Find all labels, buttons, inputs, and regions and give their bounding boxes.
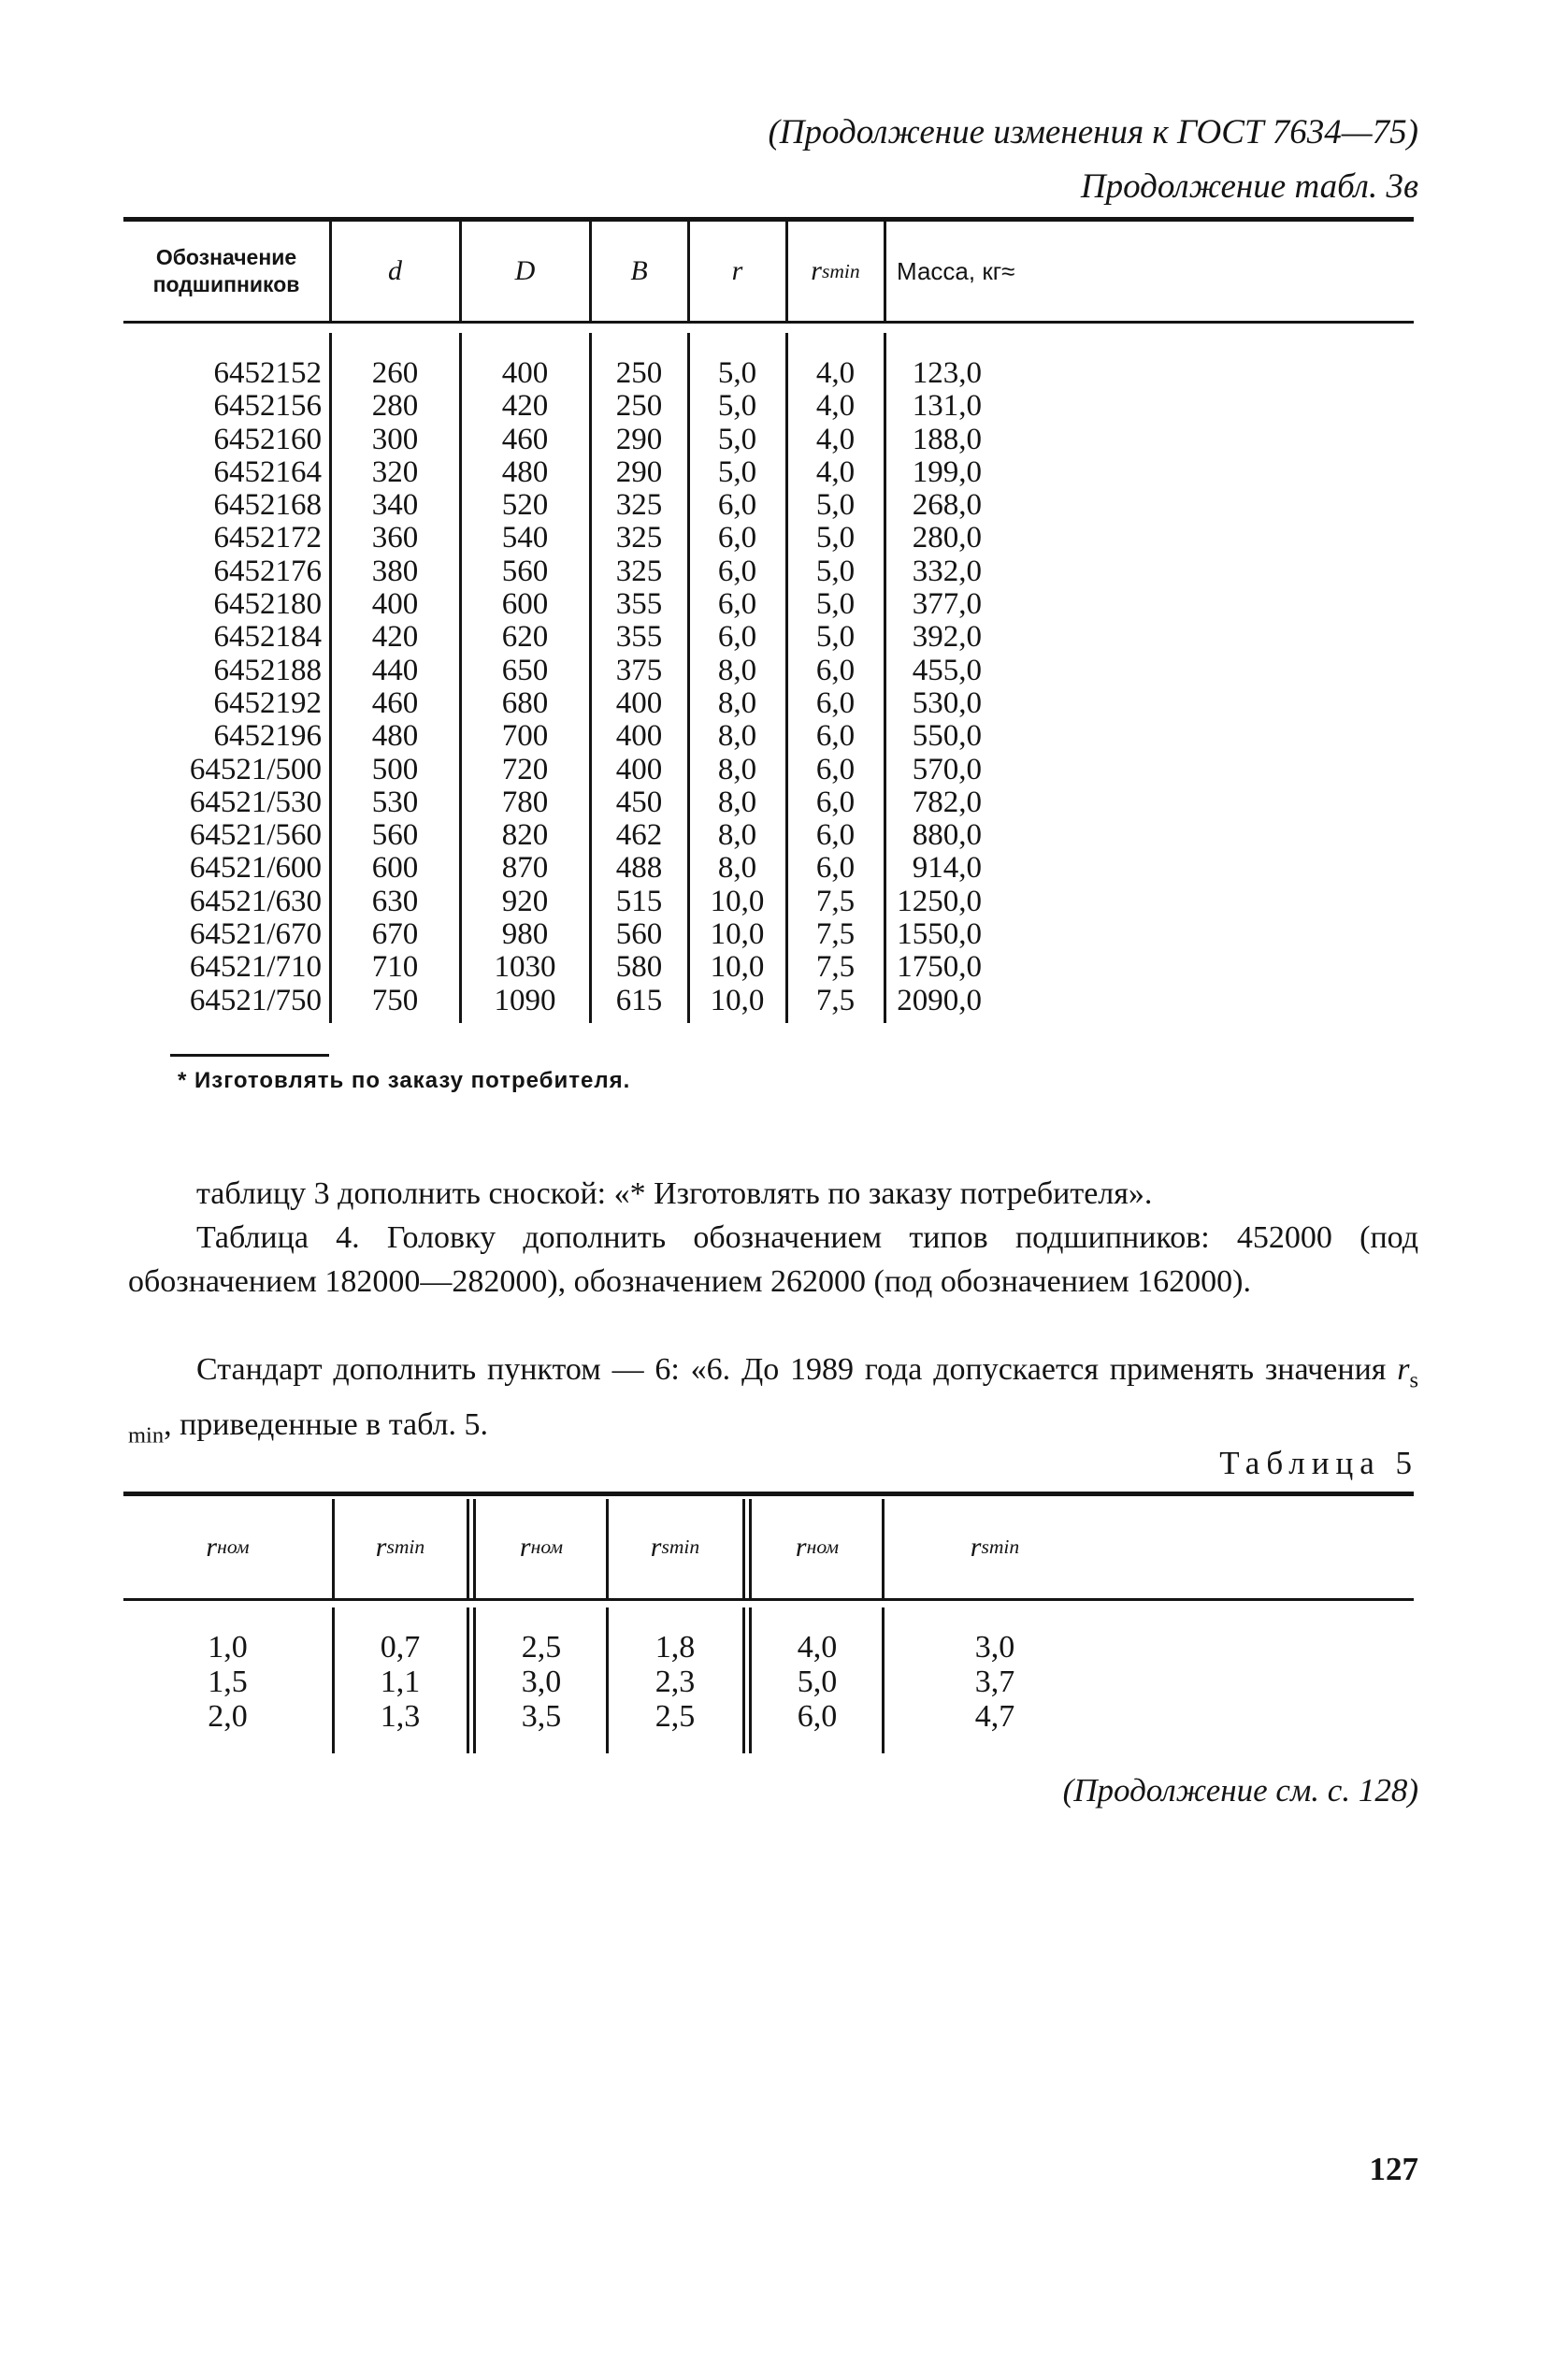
column-divider	[606, 1499, 609, 1598]
table-cell: 560	[371, 818, 419, 853]
table-cell: 3,0	[521, 1665, 562, 1699]
table-cell: 8,0	[717, 719, 757, 754]
footnote: * Изготовлять по заказу потребителя.	[178, 1068, 631, 1093]
table-cell: 1250,0	[897, 884, 982, 918]
table-cell: 300	[371, 422, 419, 456]
table-cell: 870	[501, 851, 549, 886]
column-B	[591, 357, 687, 1017]
header-rsmin-sub: smin	[821, 259, 860, 282]
table-cell: 1,3	[380, 1699, 421, 1734]
table-cell: 325	[615, 488, 663, 523]
header-base: r	[375, 1531, 387, 1563]
table-cell: 5,0	[717, 356, 757, 390]
header-r-nom	[477, 1496, 606, 1598]
table-cell: 1090	[494, 983, 556, 1017]
header-table-continuation: Продолжение табл. 3в	[1080, 167, 1418, 206]
table-cell: 720	[501, 752, 549, 786]
header-D: D	[514, 255, 536, 286]
table-cell: 420	[371, 620, 419, 655]
table-cell: 10,0	[710, 917, 765, 952]
table-header-rule	[123, 321, 1414, 324]
table-cell: 6452168	[213, 488, 322, 523]
table-cell: 6,0	[717, 488, 757, 523]
table-5-title: Таблица 5	[1219, 1445, 1418, 1481]
header-sub: smin	[386, 1535, 425, 1558]
column-double-divider	[742, 1499, 745, 1598]
table-cell: 980	[501, 917, 549, 952]
table-cell: 8,0	[717, 851, 757, 886]
table-cell: 340	[371, 488, 419, 523]
table-cell: 1750,0	[897, 950, 982, 985]
header-sub: ном	[530, 1535, 564, 1558]
column-divider	[884, 222, 886, 321]
table-cell: 268,0	[912, 488, 982, 523]
table-cell: 580	[615, 950, 663, 985]
column-r-nom	[123, 1630, 332, 1734]
table-cell: 64521/530	[189, 785, 322, 819]
table-cell: 8,0	[717, 818, 757, 853]
table-cell: 6452160	[213, 422, 322, 456]
table-cell: 6452180	[213, 587, 322, 622]
table-5	[123, 1492, 1414, 1753]
table-cell: 6,0	[717, 554, 757, 588]
header-base: r	[206, 1531, 218, 1563]
table-cell: 6452188	[213, 653, 322, 687]
table-cell: 6,0	[717, 521, 757, 555]
header-d: d	[388, 255, 402, 286]
table-cell: 460	[501, 422, 549, 456]
table-cell: 8,0	[717, 653, 757, 687]
header-base: r	[970, 1531, 982, 1563]
table-cell: 5,0	[717, 389, 757, 424]
table-cell: 615	[615, 983, 663, 1017]
table-cell: 6452172	[213, 521, 322, 555]
column-mass	[885, 357, 982, 1017]
table-cell: 1,1	[380, 1665, 421, 1699]
table-cell: 6,0	[815, 685, 856, 720]
header-mass: Масса, кг≈	[897, 256, 1015, 285]
column-divider	[589, 222, 592, 321]
table-cell: 450	[615, 785, 663, 819]
table-cell: 64521/500	[189, 752, 322, 786]
table-cell: 7,5	[815, 917, 856, 952]
table-cell: 6452192	[213, 685, 322, 720]
header-r: r	[731, 255, 743, 286]
table-cell: 6,0	[815, 785, 856, 819]
table-cell: 880,0	[912, 818, 982, 853]
table-cell: 8,0	[717, 752, 757, 786]
table-cell: 131,0	[912, 389, 982, 424]
paragraph-clause-6	[128, 1348, 1418, 1457]
table-cell: 5,0	[717, 422, 757, 456]
table-cell: 650	[501, 653, 549, 687]
column-double-divider	[749, 1499, 752, 1598]
table-cell: 6,0	[815, 818, 856, 853]
table-cell: 290	[615, 422, 663, 456]
column-D	[461, 357, 589, 1017]
table-cell: 7,5	[815, 983, 856, 1017]
table-cell: 488	[615, 851, 663, 886]
column-double-divider	[467, 1607, 469, 1753]
table-cell: 3,5	[521, 1699, 562, 1734]
table-cell: 1,5	[208, 1665, 248, 1699]
table-cell: 400	[371, 587, 419, 622]
table-cell: 5,0	[717, 454, 757, 489]
table-cell: 710	[371, 950, 419, 985]
table-cell: 780	[501, 785, 549, 819]
header-rsmin-base: r	[811, 255, 822, 286]
table-cell: 64521/560	[189, 818, 322, 853]
column-r-smin	[885, 1630, 1105, 1734]
table-cell: 6452196	[213, 719, 322, 754]
table-cell: 377,0	[912, 587, 982, 622]
column-d	[331, 357, 459, 1017]
table-cell: 380	[371, 554, 419, 588]
header-sub: smin	[981, 1535, 1020, 1558]
column-double-divider	[473, 1499, 476, 1598]
column-divider	[332, 1499, 335, 1598]
table-cell: 2090,0	[897, 983, 982, 1017]
table-cell: 5,0	[815, 488, 856, 523]
column-double-divider	[473, 1607, 476, 1753]
table-cell: 560	[615, 917, 663, 952]
symbol-r: r	[1397, 1352, 1410, 1387]
table-cell: 400	[501, 356, 549, 390]
table-cell: 6452164	[213, 454, 322, 489]
table-cell: 320	[371, 454, 419, 489]
table-cell: 64521/630	[189, 884, 322, 918]
table-cell: 1030	[494, 950, 556, 985]
table-cell: 914,0	[912, 851, 982, 886]
table-cell: 6452176	[213, 554, 322, 588]
table-cell: 440	[371, 653, 419, 687]
table-cell: 64521/600	[189, 851, 322, 886]
table-cell: 455,0	[912, 653, 982, 687]
table-cell: 280,0	[912, 521, 982, 555]
table-cell: 375	[615, 653, 663, 687]
table-cell: 1550,0	[897, 917, 982, 952]
table-cell: 5,0	[797, 1665, 838, 1699]
table-cell: 480	[371, 719, 419, 754]
column-divider	[459, 222, 462, 321]
table-cell: 550,0	[912, 719, 982, 754]
table-cell: 480	[501, 454, 549, 489]
header-sub: smin	[661, 1535, 700, 1558]
table-cell: 750	[371, 983, 419, 1017]
header-r-smin	[885, 1496, 1105, 1598]
table-cell: 123,0	[912, 356, 982, 390]
footnote-rule	[170, 1054, 329, 1057]
table-cell: 6,0	[717, 587, 757, 622]
table-cell: 4,0	[815, 356, 856, 390]
table-cell: 700	[501, 719, 549, 754]
table-cell: 5,0	[815, 587, 856, 622]
table-cell: 8,0	[717, 785, 757, 819]
table-cell: 520	[501, 488, 549, 523]
table-cell: 280	[371, 389, 419, 424]
table-cell: 10,0	[710, 983, 765, 1017]
table-cell: 400	[615, 719, 663, 754]
table-cell: 460	[371, 685, 419, 720]
table-cell: 1,8	[655, 1630, 696, 1665]
header-r-nom	[123, 1496, 332, 1598]
table-cell: 7,5	[815, 950, 856, 985]
table-cell: 6,0	[797, 1699, 838, 1734]
table-cell: 500	[371, 752, 419, 786]
header-r-smin	[609, 1496, 741, 1598]
table-cell: 0,7	[380, 1630, 421, 1665]
table-cell: 199,0	[912, 454, 982, 489]
table-cell: 680	[501, 685, 549, 720]
paragraph-text-end: , приведенные в табл. 5.	[164, 1406, 489, 1442]
table-cell: 515	[615, 884, 663, 918]
table-cell: 3,0	[974, 1630, 1015, 1665]
table-cell: 360	[371, 521, 419, 555]
table-cell: 2,5	[521, 1630, 562, 1665]
paragraph-text: таблицу 3 дополнить сноской: «* Изготовлять по заказу потребителя».	[196, 1176, 1153, 1211]
table-cell: 64521/670	[189, 917, 322, 952]
table-cell: 2,3	[655, 1665, 696, 1699]
table-cell: 4,7	[974, 1699, 1015, 1734]
table-cell: 620	[501, 620, 549, 655]
table-cell: 332,0	[912, 554, 982, 588]
column-r-nom	[477, 1630, 606, 1734]
header-sub: ном	[806, 1535, 840, 1558]
column-designation	[123, 357, 322, 1017]
header-rsmin	[787, 222, 884, 321]
table-cell: 64521/750	[189, 983, 322, 1017]
table-cell: 400	[615, 752, 663, 786]
table-cell: 3,7	[974, 1665, 1015, 1699]
column-divider	[329, 222, 332, 321]
table-cell: 6,0	[717, 620, 757, 655]
table-cell: 5,0	[815, 521, 856, 555]
header-base: r	[519, 1531, 531, 1563]
table-cell: 8,0	[717, 685, 757, 720]
table-header-rule	[123, 1598, 1414, 1601]
table-cell: 400	[615, 685, 663, 720]
table-cell: 420	[501, 389, 549, 424]
header-sub: ном	[217, 1535, 250, 1558]
table-cell: 260	[371, 356, 419, 390]
paragraph-table3-footnote	[128, 1172, 1418, 1216]
table-cell: 5,0	[815, 620, 856, 655]
table-cell: 6452156	[213, 389, 322, 424]
table-cell: 4,0	[815, 389, 856, 424]
table-cell: 7,5	[815, 884, 856, 918]
header-designation-line2: подшипников	[152, 272, 300, 296]
column-r	[689, 357, 785, 1017]
table-cell: 6,0	[815, 851, 856, 886]
paragraph-text: Таблица 4. Головку дополнить обозначением типов подшипников: 452000 (под обозначением 182000—282000), обозначением 262000 (под обозначением 162000).	[128, 1220, 1418, 1299]
column-double-divider	[467, 1499, 469, 1598]
column-r-nom	[753, 1630, 882, 1734]
table-cell: 462	[615, 818, 663, 853]
table-cell: 6,0	[815, 719, 856, 754]
header-r-smin	[335, 1496, 466, 1598]
header-amendment-line: (Продолжение изменения к ГОСТ 7634—75)	[768, 113, 1418, 151]
column-double-divider	[742, 1607, 745, 1753]
table-cell: 2,0	[208, 1699, 248, 1734]
column-r-smin	[609, 1630, 741, 1734]
table-cell: 670	[371, 917, 419, 952]
table-cell: 530,0	[912, 685, 982, 720]
header-base: r	[650, 1531, 662, 1563]
table-cell: 530	[371, 785, 419, 819]
table-cell: 570,0	[912, 752, 982, 786]
header-r-nom	[753, 1496, 882, 1598]
header-designation-line1: Обозначение	[155, 245, 297, 270]
table-cell: 290	[615, 454, 663, 489]
table-cell: 2,5	[655, 1699, 696, 1734]
symbol-r-subscript: s min	[128, 1367, 1418, 1449]
table-cell: 10,0	[710, 950, 765, 985]
table-cell: 540	[501, 521, 549, 555]
paragraph-text: Стандарт дополнить пунктом — 6: «6. До 1989 года допускается применять значения	[196, 1352, 1398, 1387]
table-cell: 6,0	[815, 653, 856, 687]
table-cell: 4,0	[797, 1630, 838, 1665]
table-cell: 920	[501, 884, 549, 918]
table-cell: 4,0	[815, 422, 856, 456]
header-base: r	[795, 1531, 807, 1563]
table-cell: 600	[501, 587, 549, 622]
table-cell: 5,0	[815, 554, 856, 588]
table-3v	[123, 217, 1414, 1023]
table-cell: 10,0	[710, 884, 765, 918]
column-double-divider	[749, 1607, 752, 1753]
table-cell: 188,0	[912, 422, 982, 456]
table-cell: 325	[615, 554, 663, 588]
table-cell: 6452152	[213, 356, 322, 390]
table-cell: 820	[501, 818, 549, 853]
table-cell: 355	[615, 587, 663, 622]
table-cell: 250	[615, 389, 663, 424]
column-rsmin	[787, 357, 884, 1017]
column-divider	[882, 1499, 885, 1598]
header-B: B	[630, 255, 648, 286]
table-cell: 560	[501, 554, 549, 588]
table-cell: 250	[615, 356, 663, 390]
table-cell: 64521/710	[189, 950, 322, 985]
table-cell: 4,0	[815, 454, 856, 489]
column-divider	[687, 222, 690, 321]
page-number: 127	[1369, 2151, 1418, 2187]
paragraph-table4	[128, 1216, 1418, 1304]
column-divider	[785, 222, 788, 321]
table-cell: 630	[371, 884, 419, 918]
table-cell: 355	[615, 620, 663, 655]
table-cell: 782,0	[912, 785, 982, 819]
table-cell: 6,0	[815, 752, 856, 786]
continuation-note: (Продолжение см. с. 128)	[1062, 1772, 1418, 1809]
table-cell: 6452184	[213, 620, 322, 655]
table-cell: 600	[371, 851, 419, 886]
table-cell: 1,0	[208, 1630, 248, 1665]
table-cell: 325	[615, 521, 663, 555]
table-cell: 392,0	[912, 620, 982, 655]
header-designation	[123, 222, 329, 321]
column-r-smin	[335, 1630, 466, 1734]
